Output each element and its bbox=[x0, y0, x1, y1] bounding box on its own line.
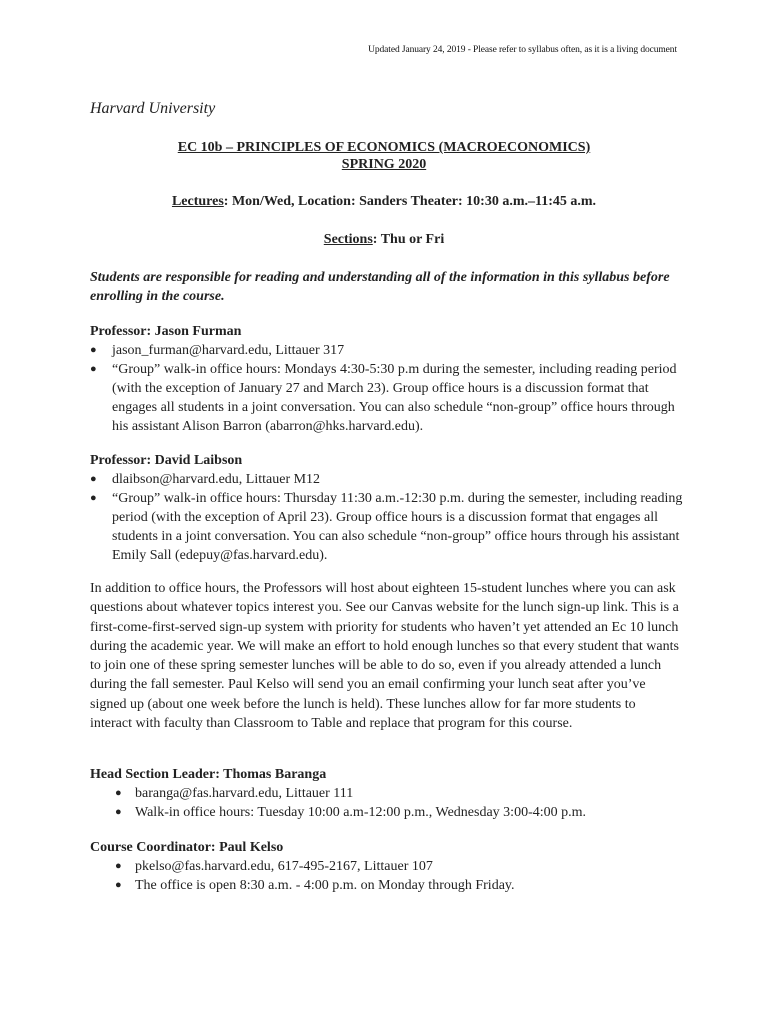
list-item bbox=[90, 489, 690, 565]
list-item bbox=[90, 360, 690, 436]
list-item bbox=[90, 803, 690, 822]
bullet-icon: ● bbox=[115, 806, 122, 818]
bullet-icon: ● bbox=[115, 860, 122, 872]
head-section-leader-list bbox=[90, 784, 690, 822]
university-name: Harvard University bbox=[90, 100, 216, 117]
course-coordinator-section bbox=[90, 838, 690, 895]
professor-furman-heading: Professor: Jason Furman bbox=[90, 324, 242, 339]
course-coordinator-heading: Course Coordinator: Paul Kelso bbox=[90, 840, 284, 855]
bullet-icon: ● bbox=[90, 492, 97, 504]
list-item bbox=[90, 876, 690, 895]
head-section-leader-heading: Head Section Leader: Thomas Baranga bbox=[90, 767, 327, 782]
head-section-leader-office-hours: Walk-in office hours: Tuesday 10:00 a.m-12:00 p.m., Wednesday 3:00-4:00 p.m. bbox=[135, 805, 587, 820]
course-title-block bbox=[90, 139, 678, 173]
sections-details: : Thu or Fri bbox=[372, 232, 445, 247]
course-coordinator-contact: pkelso@fas.harvard.edu, 617-495-2167, Littauer 107 bbox=[135, 859, 433, 874]
bullet-icon: ● bbox=[90, 344, 97, 356]
professor-laibson-section bbox=[90, 451, 690, 565]
professor-furman-list bbox=[90, 341, 690, 436]
list-item bbox=[90, 784, 690, 803]
list-item bbox=[90, 341, 690, 360]
professor-furman-office-hours: “Group” walk-in office hours: Mondays 4:30-5:30 p.m during the semester, including reading period (with the exception of January 27 and March 23). Group office hours is a discussion format that engages all students in a joint conversation. You can also schedule “non-group” office hours through his assistant Alison Barron (abarron@hks.harvard.edu). bbox=[112, 362, 677, 434]
bullet-icon: ● bbox=[115, 787, 122, 799]
professor-laibson-heading: Professor: David Laibson bbox=[90, 453, 243, 468]
professor-laibson-contact: dlaibson@harvard.edu, Littauer M12 bbox=[112, 472, 321, 487]
lectures-label: Lectures bbox=[171, 194, 224, 209]
professor-furman-section bbox=[90, 322, 690, 436]
sections-label: Sections bbox=[323, 232, 373, 247]
head-section-leader-contact: baranga@fas.harvard.edu, Littauer 111 bbox=[135, 786, 354, 801]
course-title: EC 10b – PRINCIPLES OF ECONOMICS (MACROECONOMICS) bbox=[177, 140, 591, 155]
update-note: Updated January 24, 2019 - Please refer to syllabus often, as it is a living document bbox=[368, 45, 677, 55]
professor-laibson-list bbox=[90, 470, 690, 565]
course-term: SPRING 2020 bbox=[341, 157, 427, 172]
lunch-paragraph: In addition to office hours, the Professors will host about eighteen 15-student lunches where you can ask questions about whatever topics interest you. See our Canvas website for the lunch sign-up link. This is a first-come-first-served sign-up system with priority for students who haven’t yet attended an Ec 10 lunch during the academic year. We will make an effort to hold enough lunches so that every student that wants to join one of these spring semester lunches will be able to do so, even if you already attended a lunch during the fall semester. Paul Kelso will send you an email confirming your lunch seat after you’ve signed up (about one week before the lunch is held). These lunches allow for far more students to interact with faculty than Classroom to Table and replace that program for this course. bbox=[90, 581, 679, 732]
sections-line bbox=[90, 232, 678, 248]
professor-furman-contact: jason_furman@harvard.edu, Littauer 317 bbox=[112, 343, 345, 358]
course-coordinator-list bbox=[90, 857, 690, 895]
list-item bbox=[90, 470, 690, 489]
professor-laibson-office-hours: “Group” walk-in office hours: Thursday 11:30 a.m.-12:30 p.m. during the semester, including reading period (with the exception of April 23). Group office hours is a discussion format that engages all students in a joint conversation. You can also schedule “non-group” office hours through his assistant Emily Sall (edepuy@fas.harvard.edu). bbox=[112, 491, 683, 563]
course-coordinator-hours: The office is open 8:30 a.m. - 4:00 p.m. on Monday through Friday. bbox=[135, 878, 515, 893]
list-item bbox=[90, 857, 690, 876]
lectures-details: : Mon/Wed, Location: Sanders Theater: 10:30 a.m.–11:45 a.m. bbox=[223, 194, 597, 209]
bullet-icon: ● bbox=[90, 363, 97, 375]
head-section-leader-section bbox=[90, 765, 690, 822]
lectures-line bbox=[90, 194, 678, 210]
bullet-icon: ● bbox=[115, 879, 122, 891]
bullet-icon: ● bbox=[90, 473, 97, 485]
enrollment-notice: Students are responsible for reading and understanding all of the information in this syllabus before enrolling in the course. bbox=[90, 270, 670, 304]
